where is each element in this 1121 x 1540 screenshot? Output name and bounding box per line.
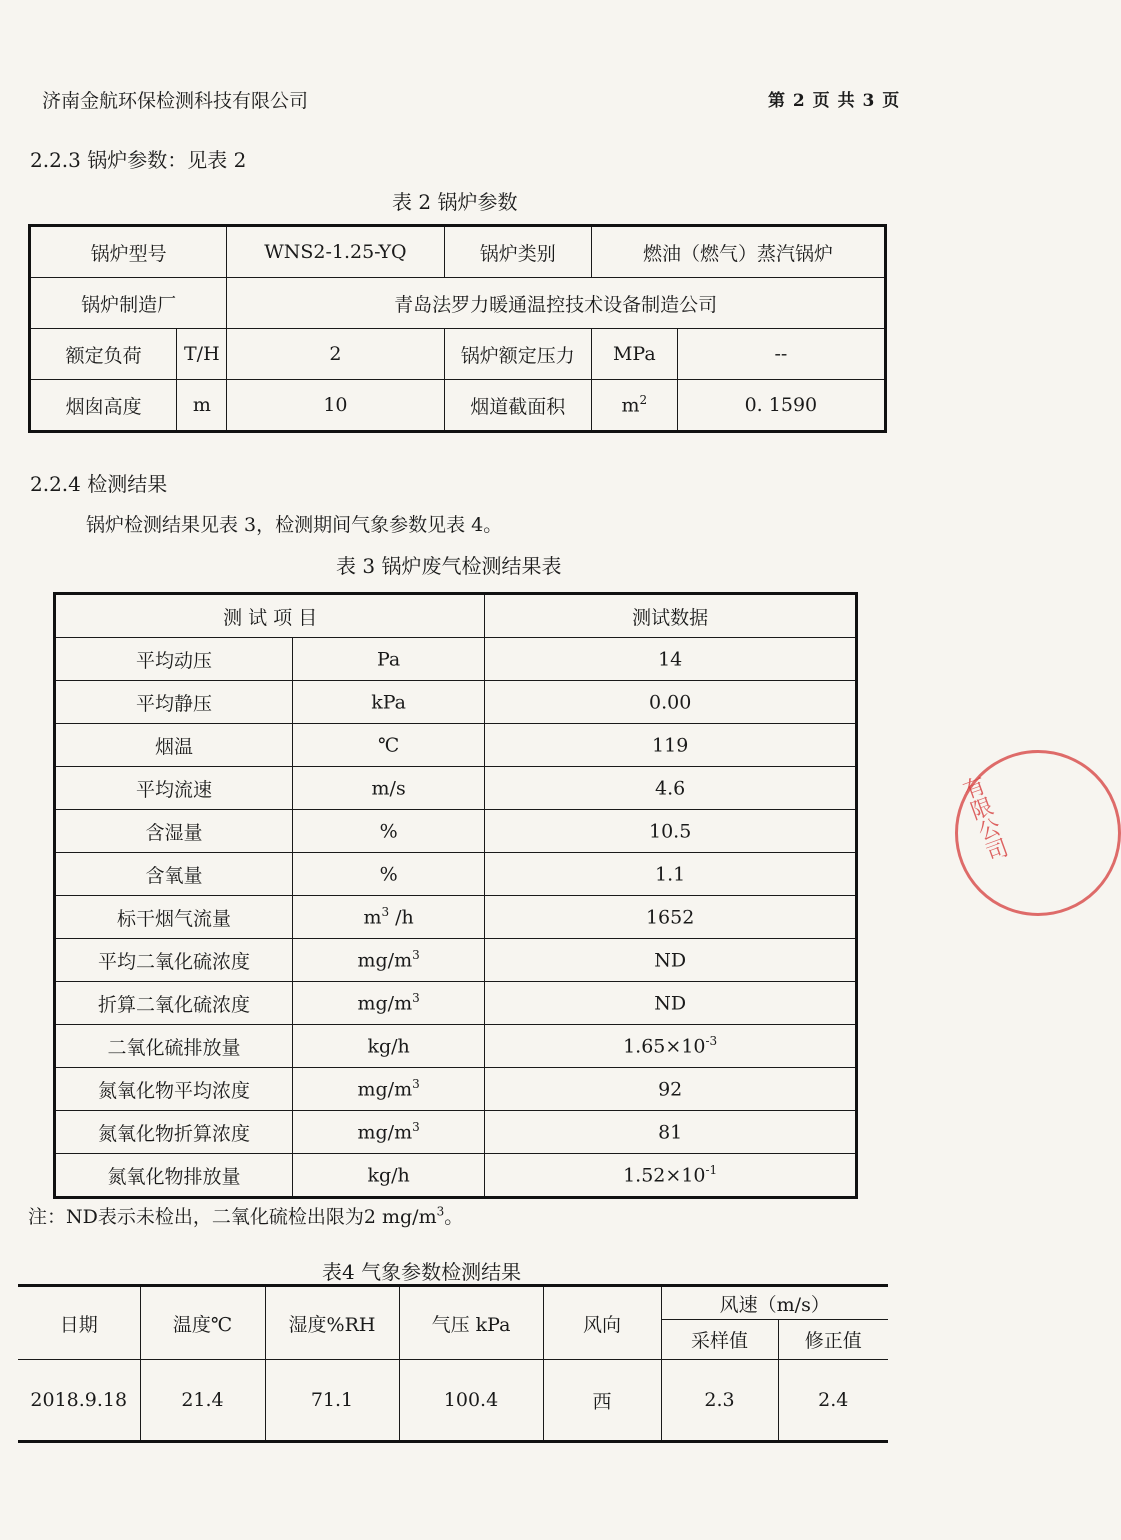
value-text: 0.00 (649, 691, 692, 714)
value-cell (485, 810, 857, 853)
unit-cell (292, 1111, 484, 1154)
unit-text: kg/h (367, 1035, 410, 1058)
unit-cell (292, 896, 484, 939)
table-header-cell: 风向 (543, 1286, 661, 1360)
value-cell (485, 1068, 857, 1111)
table-row (55, 767, 857, 810)
note-superscript: 3 (436, 1204, 445, 1219)
table-cell: 锅炉类别 (444, 226, 591, 278)
value-text: ND (654, 992, 687, 1015)
item-cell: 氮氧化物折算浓度 (55, 1111, 293, 1154)
unit-superscript: 3 (412, 991, 420, 1006)
value-superscript: -3 (705, 1034, 718, 1049)
table-header-cell: 测 试 项 目 (55, 594, 485, 638)
value-text: 1.65×10 (623, 1035, 706, 1058)
table-cell: 2.4 (778, 1360, 888, 1442)
unit-superscript: 3 (412, 1120, 420, 1135)
value-text: 119 (652, 734, 689, 757)
table-cell: WNS2-1.25-YQ (227, 226, 444, 278)
value-text: 14 (658, 648, 683, 671)
unit-cell (292, 1154, 484, 1198)
table-cell: 西 (543, 1360, 661, 1442)
table-row (55, 939, 857, 982)
note-tail: 。 (444, 1206, 464, 1228)
value-cell (485, 1111, 857, 1154)
item-cell: 平均动压 (55, 638, 293, 681)
unit-text: mg/m (357, 949, 413, 972)
table-cell: 额定负荷 (30, 329, 177, 380)
table-header-cell: 采样值 (661, 1320, 778, 1360)
table-cell: 0. 1590 (677, 380, 885, 432)
item-cell: 平均二氧化硫浓度 (55, 939, 293, 982)
unit-cell (292, 1068, 484, 1111)
value-cell (485, 982, 857, 1025)
unit-text: kPa (371, 691, 407, 714)
unit-text: m/s (371, 777, 406, 800)
unit-cell (292, 982, 484, 1025)
boiler-params-table (28, 224, 887, 433)
table-row (55, 1068, 857, 1111)
table-row (55, 982, 857, 1025)
table3-caption: 表 3 锅炉废气检测结果表 (336, 554, 562, 578)
item-cell: 氮氧化物排放量 (55, 1154, 293, 1198)
table-header-cell: 测试数据 (485, 594, 857, 638)
item-cell: 烟温 (55, 724, 293, 767)
unit-text: ℃ (377, 734, 400, 757)
table-cell: 2018.9.18 (18, 1360, 140, 1442)
unit-text: kg/h (367, 1164, 410, 1187)
table-header-cell: 日期 (18, 1286, 140, 1360)
table-row (55, 1111, 857, 1154)
value-text: 1652 (645, 906, 695, 929)
unit-cell (292, 638, 484, 681)
table-cell (591, 380, 677, 432)
page-number: 第 2 页 共 3 页 (768, 91, 901, 111)
value-cell (485, 638, 857, 681)
item-cell: 二氧化硫排放量 (55, 1025, 293, 1068)
table-cell: 2.3 (661, 1360, 778, 1442)
item-cell: 含湿量 (55, 810, 293, 853)
unit-text: mg/m (357, 1121, 413, 1144)
table-row (30, 278, 886, 329)
value-superscript: -1 (705, 1163, 718, 1178)
value-cell (485, 853, 857, 896)
unit-superscript: 3 (412, 1077, 420, 1092)
table3-note (28, 1202, 463, 1229)
note-text: 注：ND表示未检出，二氧化硫检出限为2 mg/m (28, 1206, 437, 1228)
table-cell: 锅炉制造厂 (30, 278, 227, 329)
item-cell: 标干烟气流量 (55, 896, 293, 939)
table-row (55, 724, 857, 767)
weather-params-table (18, 1284, 888, 1443)
value-text: 1.1 (655, 863, 686, 886)
table-cell: 21.4 (140, 1360, 265, 1442)
table-cell: 71.1 (265, 1360, 399, 1442)
item-cell: 氮氧化物平均浓度 (55, 1068, 293, 1111)
table-header-cell: 修正值 (778, 1320, 888, 1360)
value-text: 81 (658, 1121, 683, 1144)
item-cell: 折算二氧化硫浓度 (55, 982, 293, 1025)
unit-cell (292, 724, 484, 767)
table-row (30, 226, 886, 278)
unit-cell (292, 939, 484, 982)
table-row (30, 380, 886, 432)
table-cell: T/H (177, 329, 227, 380)
table-row (55, 810, 857, 853)
value-text: 1.52×10 (623, 1164, 706, 1187)
unit-cell (292, 853, 484, 896)
table-cell: -- (677, 329, 885, 380)
value-cell (485, 1025, 857, 1068)
unit-cell (292, 810, 484, 853)
unit-superscript: 2 (639, 393, 648, 408)
table-cell: 2 (227, 329, 444, 380)
exhaust-results-table (53, 592, 858, 1199)
table-header-cell: 风速（m/s） (661, 1286, 888, 1320)
table-row (55, 1025, 857, 1068)
table4-caption: 表4 气象参数检测结果 (322, 1260, 522, 1284)
table-cell: MPa (591, 329, 677, 380)
table-cell: 烟道截面积 (444, 380, 591, 432)
section-title-results: 2.2.4 检测结果 (30, 472, 168, 496)
table-cell: 青岛法罗力暖通温控技术设备制造公司 (227, 278, 886, 329)
table-header-row (55, 594, 857, 638)
unit-superscript: 3 (381, 905, 390, 920)
company-name: 济南金航环保检测科技有限公司 (42, 90, 309, 112)
value-text: 4.6 (655, 777, 686, 800)
item-cell: 平均静压 (55, 681, 293, 724)
unit-tail: /h (389, 906, 414, 929)
value-cell (485, 939, 857, 982)
unit-text: Pa (376, 648, 401, 671)
item-cell: 含氧量 (55, 853, 293, 896)
unit-cell (292, 767, 484, 810)
table-header-row (18, 1286, 888, 1320)
unit-superscript: 3 (412, 948, 420, 963)
section-title-boiler-params: 2.2.3 锅炉参数：见表 2 (30, 148, 247, 172)
unit-text: mg/m (357, 1078, 413, 1101)
table-row (55, 1154, 857, 1198)
value-cell (485, 896, 857, 939)
value-cell (485, 767, 857, 810)
value-text: 92 (658, 1078, 683, 1101)
table-header-cell: 气压 kPa (399, 1286, 543, 1360)
value-cell (485, 1154, 857, 1198)
table-row (55, 638, 857, 681)
table-cell: 100.4 (399, 1360, 543, 1442)
unit-cell (292, 681, 484, 724)
table-row (55, 896, 857, 939)
unit-text: % (379, 820, 398, 843)
table-cell: 10 (227, 380, 444, 432)
table2-caption: 表 2 锅炉参数 (392, 190, 518, 214)
table-cell: 锅炉额定压力 (444, 329, 591, 380)
table-header-cell: 温度℃ (140, 1286, 265, 1360)
results-paragraph: 锅炉检测结果见表 3，检测期间气象参数见表 4。 (86, 514, 503, 536)
table-row (55, 681, 857, 724)
table-cell: 燃油（燃气）蒸汽锅炉 (591, 226, 885, 278)
unit-cell (292, 1025, 484, 1068)
table-cell: 锅炉型号 (30, 226, 227, 278)
value-cell (485, 681, 857, 724)
value-text: 10.5 (649, 820, 692, 843)
unit-text: % (379, 863, 398, 886)
table-row (55, 853, 857, 896)
table-header-cell: 湿度%RH (265, 1286, 399, 1360)
value-cell (485, 724, 857, 767)
unit-text: m (363, 906, 382, 929)
seal-text: 有限公司 (956, 773, 1011, 865)
table-cell: m (177, 380, 227, 432)
unit-text: m (621, 394, 640, 417)
table-row (18, 1360, 888, 1442)
table-cell: 烟囱高度 (30, 380, 177, 432)
table-row (30, 329, 886, 380)
unit-text: mg/m (357, 992, 413, 1015)
item-cell: 平均流速 (55, 767, 293, 810)
value-text: ND (654, 949, 687, 972)
